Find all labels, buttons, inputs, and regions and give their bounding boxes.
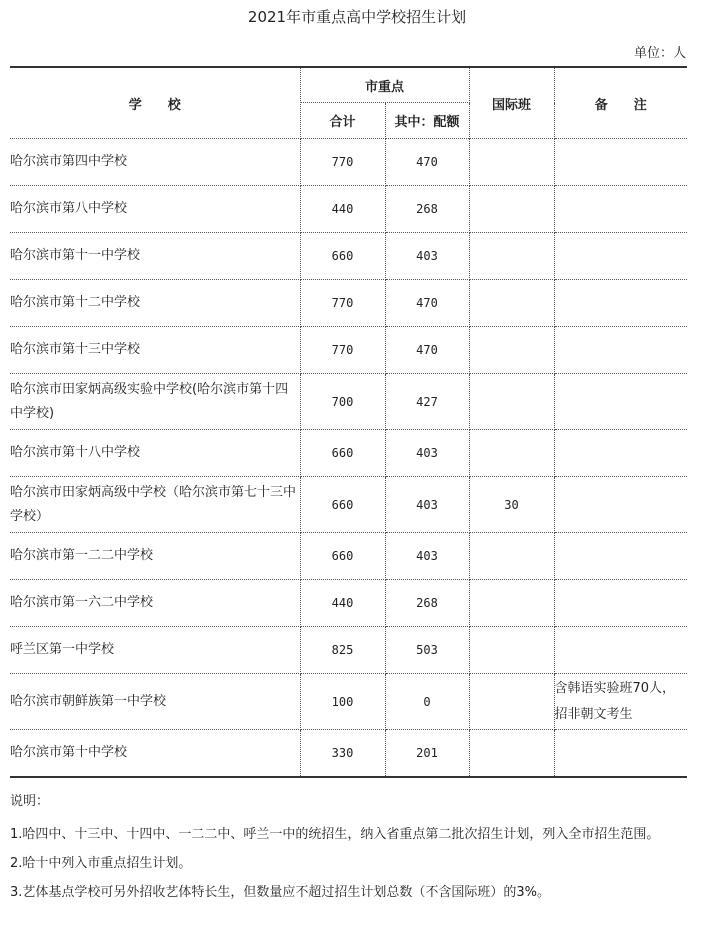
note-item: 3.艺体基点学校可另外招收艺体特长生，但数量应不超过招生计划总数（不含国际班）的3%。 xyxy=(10,885,551,900)
school-name-cell: 哈尔滨市田家炳高级实验中学校(哈尔滨市第十四中学校) xyxy=(10,374,300,430)
remark-cell xyxy=(554,233,687,280)
table-row xyxy=(10,139,687,186)
intl-cell xyxy=(469,374,554,430)
quota-cell: 201 xyxy=(385,730,469,777)
quota-cell: 0 xyxy=(385,674,469,730)
intl-cell xyxy=(469,139,554,186)
total-cell: 330 xyxy=(300,730,385,777)
quota-cell: 403 xyxy=(385,430,469,477)
school-name-cell: 哈尔滨市第十一中学校 xyxy=(10,233,300,280)
notes-heading: 说明： xyxy=(10,794,50,809)
school-name-cell: 哈尔滨市第一二二中学校 xyxy=(10,533,300,580)
total-cell: 770 xyxy=(300,280,385,327)
table-row xyxy=(10,233,687,280)
enrollment-table xyxy=(10,66,687,778)
total-cell: 440 xyxy=(300,186,385,233)
remark-cell xyxy=(554,580,687,627)
school-name-cell: 哈尔滨市第一六二中学校 xyxy=(10,580,300,627)
table-row xyxy=(10,674,687,730)
intl-cell xyxy=(469,280,554,327)
quota-cell: 403 xyxy=(385,233,469,280)
quota-cell: 403 xyxy=(385,533,469,580)
remark-cell xyxy=(554,430,687,477)
intl-cell xyxy=(469,186,554,233)
intl-cell xyxy=(469,430,554,477)
header-quota: 其中：配额 xyxy=(385,103,469,139)
intl-cell xyxy=(469,580,554,627)
note-item: 2.哈十中列入市重点招生计划。 xyxy=(10,856,192,871)
table-row xyxy=(10,374,687,430)
table-row xyxy=(10,280,687,327)
header-total: 合计 xyxy=(300,103,385,139)
school-name-cell: 哈尔滨市第四中学校 xyxy=(10,139,300,186)
total-cell: 660 xyxy=(300,533,385,580)
notes-section xyxy=(10,790,700,910)
intl-cell xyxy=(469,674,554,730)
total-cell: 770 xyxy=(300,327,385,374)
intl-cell xyxy=(469,627,554,674)
remark-cell xyxy=(554,374,687,430)
total-cell: 660 xyxy=(300,233,385,280)
total-cell: 770 xyxy=(300,139,385,186)
intl-cell xyxy=(469,327,554,374)
quota-cell: 470 xyxy=(385,327,469,374)
table-row xyxy=(10,627,687,674)
table-row xyxy=(10,730,687,777)
school-name-cell: 哈尔滨市第十中学校 xyxy=(10,730,300,777)
intl-cell xyxy=(469,533,554,580)
unit-label: 单位：人 xyxy=(633,46,686,61)
school-name-cell: 哈尔滨市第十三中学校 xyxy=(10,327,300,374)
table-row xyxy=(10,477,687,533)
school-name-cell: 呼兰区第一中学校 xyxy=(10,627,300,674)
school-name-cell: 哈尔滨市朝鲜族第一中学校 xyxy=(10,674,300,730)
header-remark: 备 注 xyxy=(554,67,687,139)
header-school: 学 校 xyxy=(10,67,300,139)
page-title: 2021年市重点高中学校招生计划 xyxy=(247,8,467,26)
intl-cell xyxy=(469,730,554,777)
remark-cell xyxy=(554,139,687,186)
intl-cell xyxy=(469,233,554,280)
quota-cell: 268 xyxy=(385,186,469,233)
total-cell: 825 xyxy=(300,627,385,674)
table-row xyxy=(10,186,687,233)
school-name-cell: 哈尔滨市第十二中学校 xyxy=(10,280,300,327)
quota-cell: 268 xyxy=(385,580,469,627)
remark-cell xyxy=(554,477,687,533)
remark-cell: 含韩语实验班70人，招非朝文考生 xyxy=(554,674,687,730)
header-city-key: 市重点 xyxy=(300,67,469,103)
remark-cell xyxy=(554,627,687,674)
table-row xyxy=(10,327,687,374)
quota-cell: 427 xyxy=(385,374,469,430)
table-row xyxy=(10,533,687,580)
remark-cell xyxy=(554,280,687,327)
header-intl: 国际班 xyxy=(469,67,554,139)
table-row xyxy=(10,430,687,477)
total-cell: 660 xyxy=(300,477,385,533)
school-name-cell: 哈尔滨市田家炳高级中学校（哈尔滨市第七十三中学校） xyxy=(10,477,300,533)
table-row xyxy=(10,580,687,627)
school-name-cell: 哈尔滨市第八中学校 xyxy=(10,186,300,233)
quota-cell: 470 xyxy=(385,139,469,186)
remark-cell xyxy=(554,533,687,580)
note-item: 1.哈四中、十三中、十四中、一二二中、呼兰一中的统招生，纳入省重点第二批次招生计划，列入全市招生范围。 xyxy=(10,827,660,842)
total-cell: 440 xyxy=(300,580,385,627)
intl-cell: 30 xyxy=(469,477,554,533)
quota-cell: 470 xyxy=(385,280,469,327)
remark-cell xyxy=(554,327,687,374)
quota-cell: 503 xyxy=(385,627,469,674)
total-cell: 700 xyxy=(300,374,385,430)
total-cell: 660 xyxy=(300,430,385,477)
total-cell: 100 xyxy=(300,674,385,730)
remark-cell xyxy=(554,186,687,233)
remark-cell xyxy=(554,730,687,777)
quota-cell: 403 xyxy=(385,477,469,533)
school-name-cell: 哈尔滨市第十八中学校 xyxy=(10,430,300,477)
